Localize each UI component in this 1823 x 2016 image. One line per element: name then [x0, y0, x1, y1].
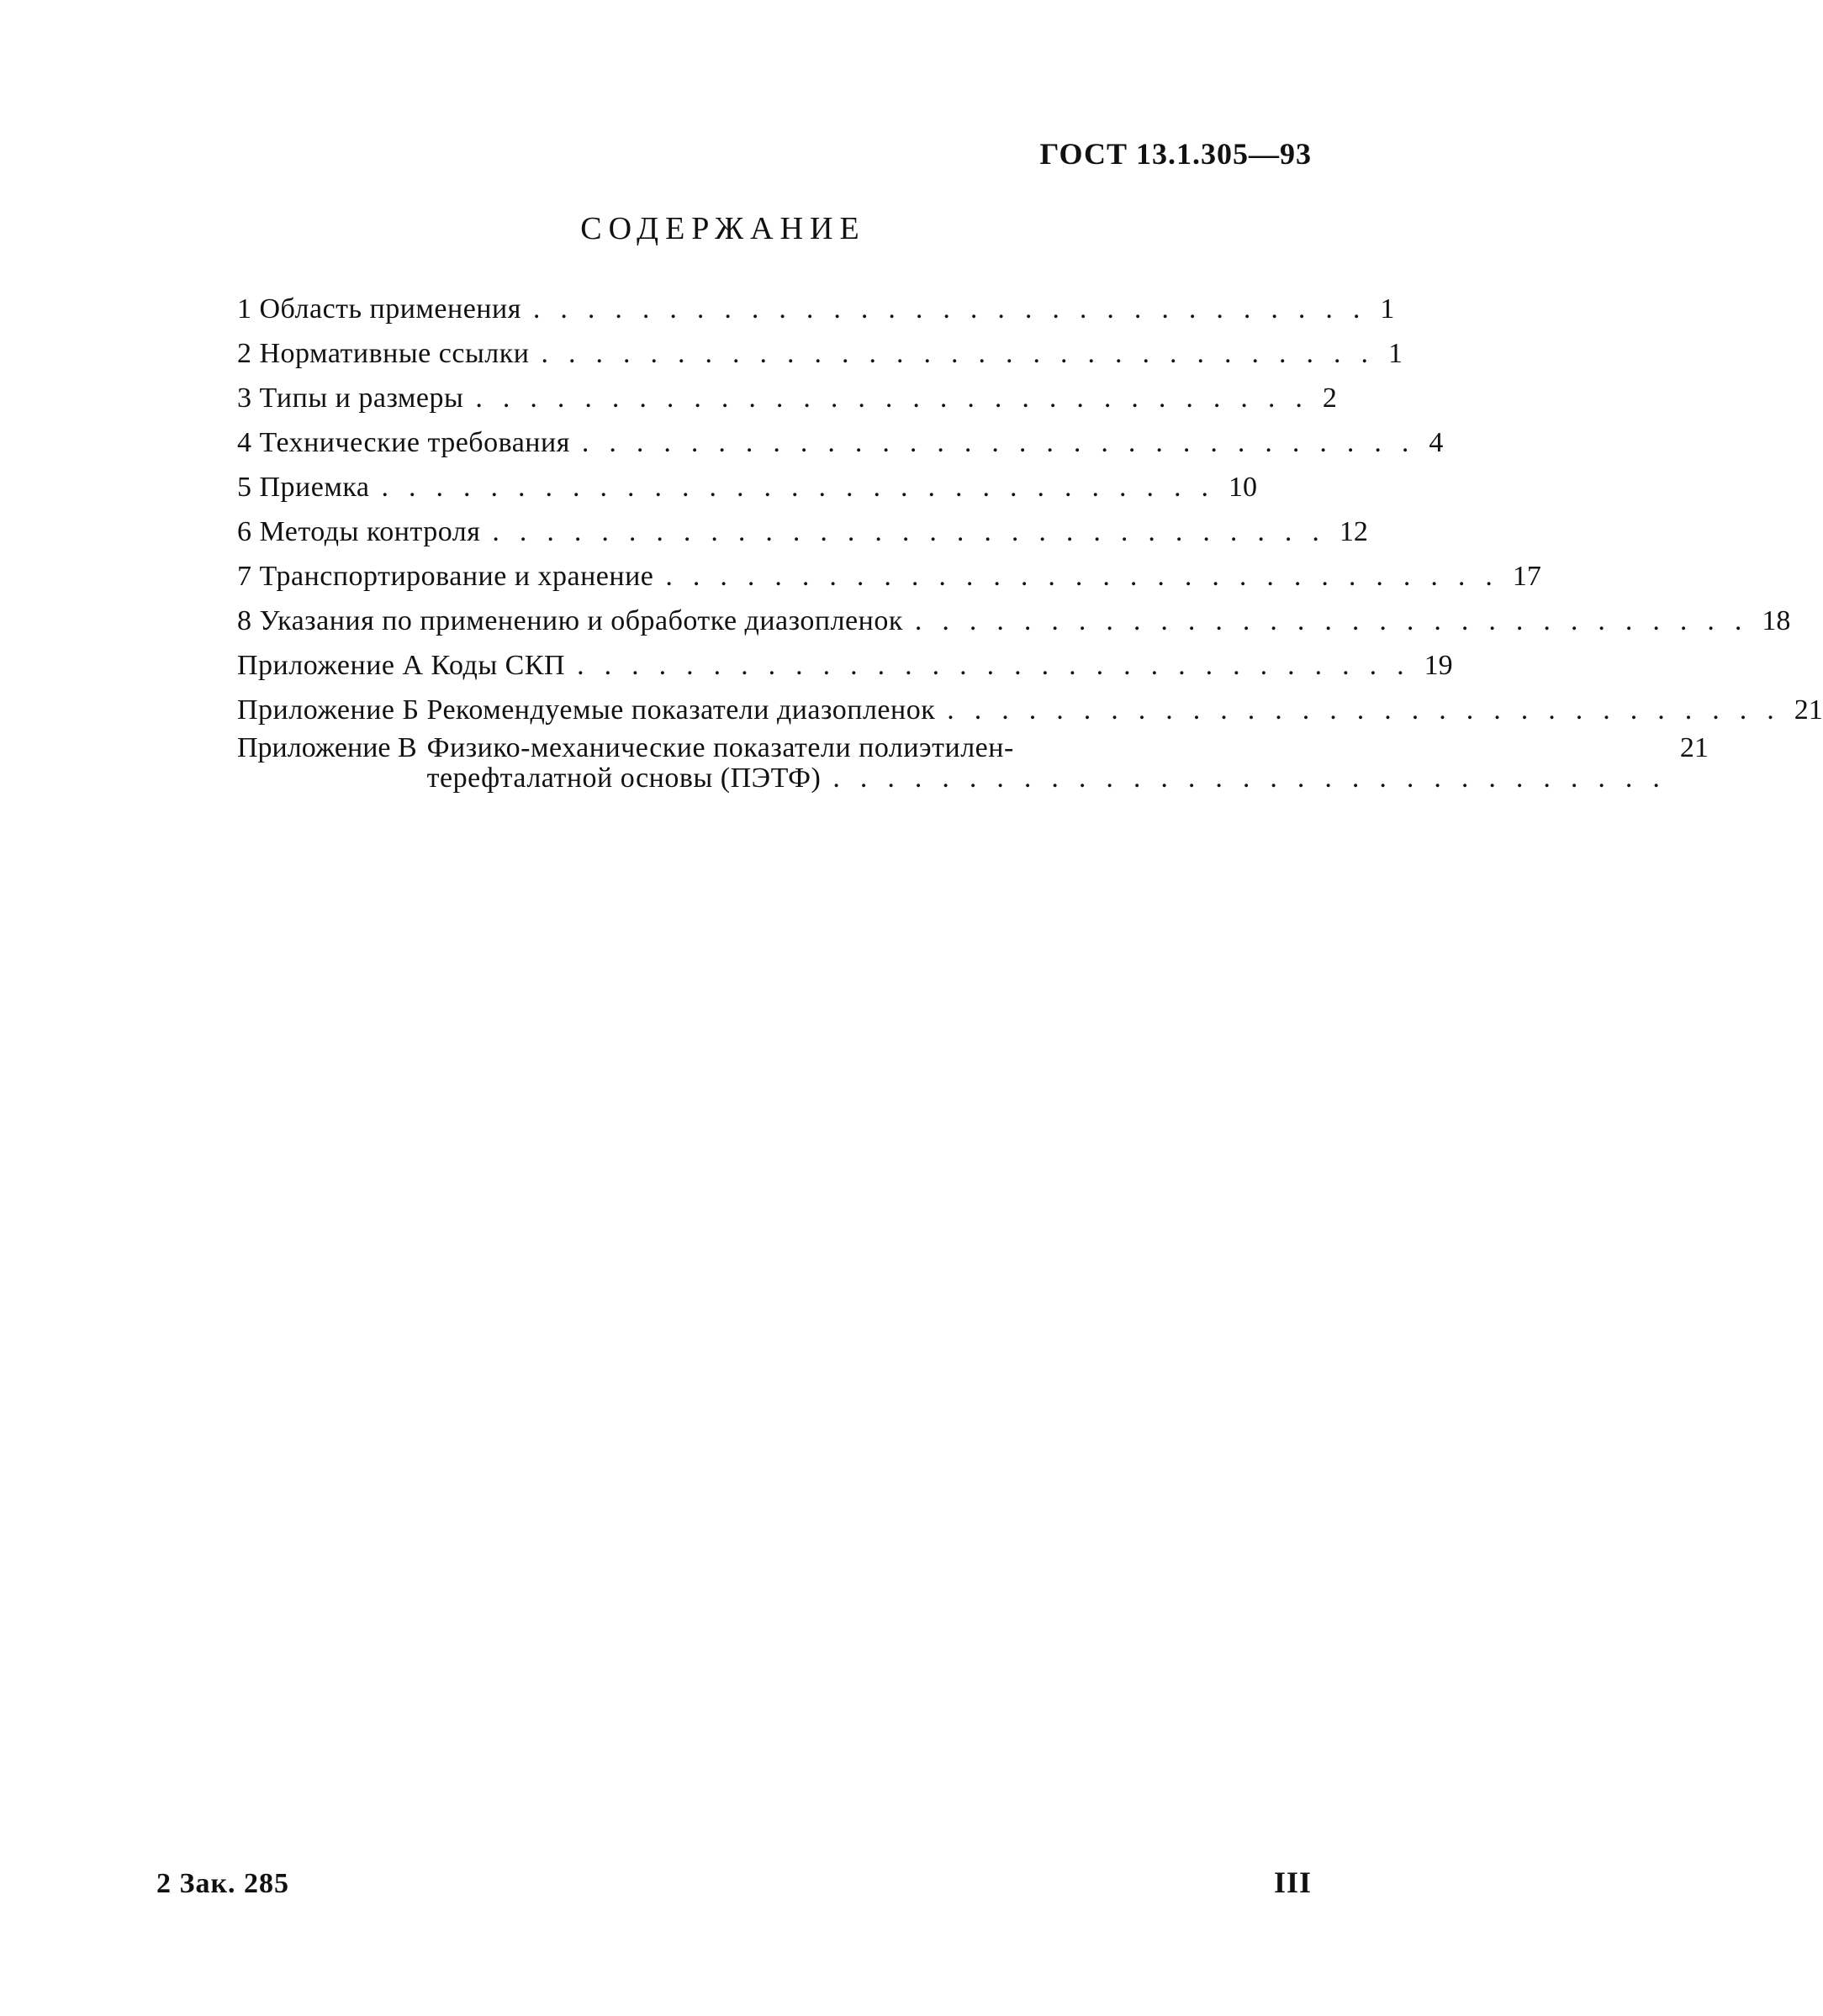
toc-entry-label: Приложение А Коды СКП: [237, 650, 566, 681]
toc-entry[interactable]: [237, 689, 1823, 733]
toc-entry-page: 21: [1679, 732, 1709, 763]
toc-entry[interactable]: [237, 377, 1337, 421]
toc-entry-page: 17: [1512, 561, 1541, 592]
toc-entry-appendix-v[interactable]: [237, 732, 1709, 805]
toc-entry[interactable]: [237, 555, 1541, 599]
toc-entry[interactable]: [237, 644, 1453, 689]
toc-entry[interactable]: [237, 466, 1257, 510]
toc-entry-label: Приложение Б Рекомендуемые показатели диазопленок: [237, 694, 936, 726]
order-number: 2 Зак. 285: [156, 1868, 290, 1899]
dot-leader: ...............................: [832, 763, 1680, 794]
toc-entry[interactable]: [237, 288, 1395, 332]
toc-entry-page: 4: [1429, 427, 1444, 458]
standard-code: ГОСТ 13.1.305—93: [1039, 137, 1312, 171]
toc-title: СОДЕРЖАНИЕ: [580, 211, 866, 246]
toc-entry-label: 7 Транспортирование и хранение: [237, 561, 654, 592]
toc-entry-page: 21: [1794, 694, 1823, 726]
toc-entry-page: 1: [1387, 338, 1403, 369]
toc-entry[interactable]: [237, 332, 1403, 377]
toc-entry-label-line2: терефталатной основы (ПЭТФ): [426, 763, 822, 794]
dot-leader: ...............................: [532, 293, 1381, 325]
dot-leader: ...............................: [914, 605, 1762, 636]
toc-entry-label: 2 Нормативные ссылки: [237, 338, 530, 369]
toc-entry-label: 6 Методы контроля: [237, 516, 481, 547]
toc-entry[interactable]: [237, 599, 1791, 644]
dot-leader: ...............................: [577, 650, 1424, 681]
toc-entry-label-line1: Физико-механические показатели полиэтилен-: [426, 732, 1014, 763]
toc-entry-prefix: Приложение В: [237, 732, 417, 763]
toc-entry[interactable]: [237, 421, 1444, 466]
toc-entry-label: 5 Приемка: [237, 472, 370, 503]
dot-leader: ...............................: [381, 472, 1229, 503]
toc-entry-page: 10: [1228, 472, 1257, 503]
dot-leader: ...............................: [947, 694, 1794, 726]
toc-entry-page: 18: [1762, 605, 1791, 636]
toc-entry-label: 8 Указания по применению и обработке диазопленок: [237, 605, 903, 636]
dot-leader: ...............................: [541, 338, 1388, 369]
toc-entry-label: 3 Типы и размеры: [237, 383, 464, 414]
toc-entry-page: 19: [1424, 650, 1453, 681]
toc-entry-label: 1 Область применения: [237, 293, 521, 325]
dot-leader: ...............................: [665, 561, 1513, 592]
dot-leader: ...............................: [581, 427, 1429, 458]
toc-entry-page: 1: [1380, 293, 1395, 325]
toc-entry[interactable]: [237, 510, 1368, 555]
toc-entry-label: 4 Технические требования: [237, 427, 570, 458]
dot-leader: ...............................: [492, 516, 1340, 547]
page-number: III: [1273, 1866, 1312, 1899]
toc-entry-page: 2: [1322, 383, 1337, 414]
toc-entry-page: 12: [1339, 516, 1368, 547]
table-of-contents: [237, 288, 1823, 805]
dot-leader: ...............................: [475, 383, 1323, 414]
